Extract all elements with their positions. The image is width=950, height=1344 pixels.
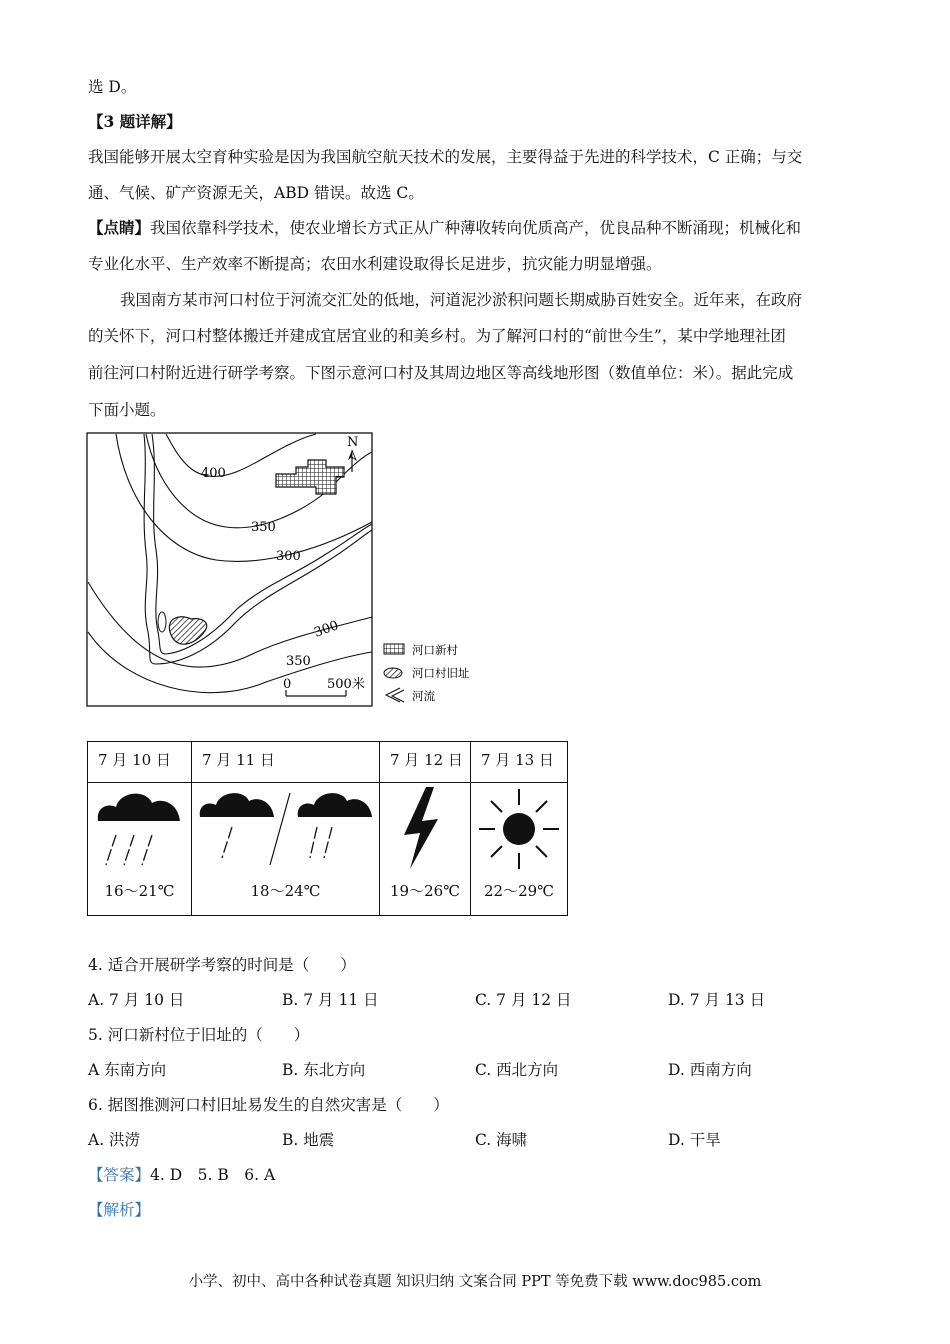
option-c[interactable]: C. 海啸	[475, 1131, 528, 1149]
option-d[interactable]: D. 干旱	[668, 1131, 721, 1149]
option-c[interactable]: C. 西北方向	[475, 1061, 559, 1079]
option-a[interactable]: A. 洪涝	[88, 1131, 141, 1149]
option-d[interactable]: D. 西南方向	[668, 1061, 752, 1079]
north-label: N	[347, 435, 359, 450]
weather-cell	[380, 783, 471, 916]
answer-line	[88, 1164, 275, 1186]
intro-line: 前往河口村附近进行研学考察。下图示意河口村及其周边地区等高线地形图（数值单位：米）。据此完成	[88, 364, 794, 382]
page-footer[interactable]: 小学、初中、高中各种试卷真题 知识归纳 文案合同 PPT 等免费下载 www.doc985.com	[188, 1274, 762, 1290]
text-line: 专业化水平、生产效率不断提高；农田水利建设取得长足进步，抗灾能力明显增强。	[88, 255, 662, 273]
question-stem: 4. 适合开展研学考察的时间是（ ）	[88, 956, 356, 974]
tip-paragraph	[88, 217, 801, 239]
option-a[interactable]: A. 7 月 10 日	[88, 991, 185, 1009]
text-line: 选 D。	[88, 78, 137, 96]
scale-end: 500米	[327, 677, 365, 692]
date-cell: 7 月 11 日	[192, 742, 380, 783]
text-line: 通、气候、矿产资源无关，ABD 错误。故选 C。	[88, 184, 424, 202]
option-c[interactable]: C. 7 月 12 日	[475, 991, 572, 1009]
legend-label: 河口新村	[412, 643, 458, 657]
weather-cell	[471, 783, 568, 916]
intro-line: 的关怀下，河口村整体搬迁并建成宜居宜业的和美乡村。为了解河口村的“前世今生”，某中学地理社团	[88, 327, 786, 345]
temp-range: 16～21℃	[104, 882, 175, 900]
temp-range: 19～26℃	[390, 882, 460, 900]
lightning-icon	[380, 783, 470, 878]
weather-cell	[192, 783, 380, 916]
heavy-rain-icon	[88, 783, 191, 878]
legend-new-village-icon	[384, 644, 404, 654]
date-cell: 7 月 12 日	[380, 742, 471, 783]
date-cell: 7 月 13 日	[471, 742, 568, 783]
contour-label: 350	[251, 520, 276, 535]
answer-label: 【答案】	[88, 1166, 151, 1184]
temp-range: 22～29℃	[484, 882, 554, 900]
legend-old-site-icon	[384, 668, 402, 678]
contour-map	[86, 432, 486, 712]
question-stem: 6. 据图推测河口村旧址易发生的自然灾害是（ ）	[88, 1096, 449, 1114]
contour-label: 300	[312, 618, 341, 641]
intro-line: 我国南方某市河口村位于河流交汇处的低地，河道泥沙淤积问题长期威胁百姓安全。近年来，在政府	[120, 291, 803, 309]
text-line: 我国能够开展太空育种实验是因为我国航空航天技术的发展，主要得益于先进的科学技术，C 正确；与交	[88, 148, 803, 166]
question-stem: 5. 河口新村位于旧址的（ ）	[88, 1026, 310, 1044]
tip-text: 我国依靠科学技术，使农业增长方式正从广种薄收转向优质高产，优良品种不断涌现；机械化和	[150, 219, 802, 237]
option-b[interactable]: B. 7 月 11 日	[282, 991, 379, 1009]
option-a[interactable]: A 东南方向	[88, 1061, 167, 1079]
detail3-heading: 【3 题详解】	[88, 112, 182, 131]
option-b[interactable]: B. 东北方向	[282, 1061, 366, 1079]
scale-zero: 0	[283, 677, 292, 692]
rain-to-rain-icon	[192, 783, 379, 878]
intro-line: 下面小题。	[88, 401, 166, 419]
contour-label: 300	[276, 549, 301, 564]
option-b[interactable]: B. 地震	[282, 1131, 335, 1149]
contour-label: 350	[286, 654, 311, 669]
temp-range: 18～24℃	[250, 882, 321, 900]
weather-table	[87, 741, 568, 916]
legend-river-icon	[386, 688, 404, 702]
weather-cell	[88, 783, 192, 916]
legend-label: 河流	[412, 689, 435, 703]
legend-label: 河口村旧址	[412, 666, 470, 680]
answer-text: 4. D 5. B 6. A	[150, 1166, 276, 1184]
date-cell: 7 月 10 日	[88, 742, 192, 783]
contour-label: 400	[201, 466, 226, 481]
tip-heading: 【点睛】	[88, 218, 151, 237]
sun-icon	[471, 783, 567, 878]
analysis-label: 【解析】	[88, 1201, 151, 1219]
option-d[interactable]: D. 7 月 13 日	[668, 991, 766, 1009]
